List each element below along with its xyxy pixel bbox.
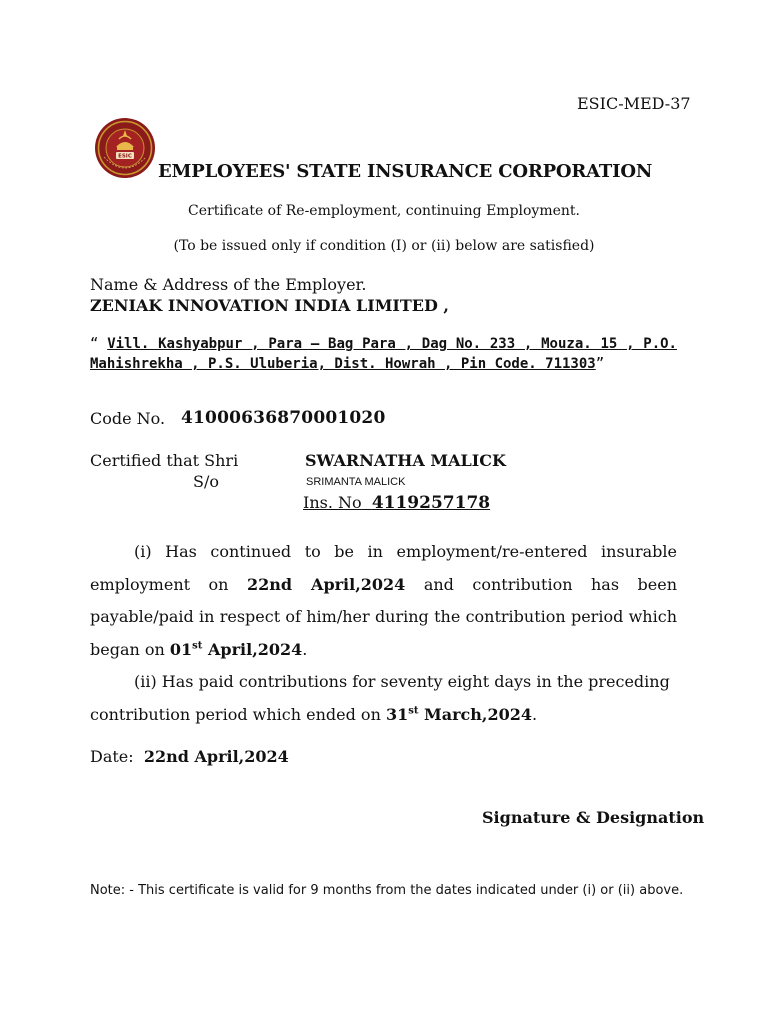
condition-ii-paragraph: (ii) Has paid contributions for seventy eight days in the preceding contribution period which ended on 31st March,2024. <box>90 672 670 724</box>
employee-name: SWARNATHA MALICK <box>305 451 506 470</box>
condition-i-paragraph: (i) Has continued to be in employment/re-entered insurable employment on 22nd April,2024 and contribution has been payable/paid in respect of him/her during the contribution period which began on 01st April,2024. <box>90 542 678 659</box>
emblem-text: ESIC <box>118 153 132 160</box>
employer-address: “ Vill. Kashyabpur , Para – Bag Para , Dag No. 233 , Mouza. 15 , P.O. Mahishrekha , P.S. Uluberia, Dist. Howrah , Pin Code. 711303” <box>90 336 677 372</box>
insurance-number: Ins. No 4119257178 <box>303 493 491 513</box>
father-name: SRIMANTA MALICK <box>306 476 406 488</box>
code-value: 41000636870001020 <box>181 408 386 428</box>
certified-label: Certified that Shri <box>90 451 239 470</box>
validity-note: Note: - This certificate is valid for 9 months from the dates indicated under (i) or (ii) above. <box>90 883 684 898</box>
employer-name: ZENIAK INNOVATION INDIA LIMITED , <box>90 296 449 315</box>
certificate-subtitle: Certificate of Re-employment, continuing Employment. <box>188 203 580 219</box>
son-of-label: S/o <box>193 472 219 491</box>
form-number: ESIC-MED-37 <box>577 94 691 113</box>
period-end-date: 31st March,2024 <box>385 704 533 724</box>
signature-designation: Signature & Designation <box>482 808 705 827</box>
employer-label: Name & Address of the Employer. <box>90 275 367 294</box>
employer-address-text: Vill. Kashyabpur , Para – Bag Para , Dag No. 233 , Mouza. 15 , P.O. Mahishrekha , P.S. Uluberia, Dist. Howrah , Pin Code. 711303 <box>90 336 677 372</box>
code-label: Code No. <box>90 409 166 428</box>
organization-title: EMPLOYEES' STATE INSURANCE CORPORATION <box>158 161 653 182</box>
condition-note: (To be issued only if condition (I) or (ii) below are satisfied) <box>173 238 595 254</box>
issue-date-value: 22nd April,2024 <box>143 747 289 766</box>
esic-emblem-icon <box>94 117 156 179</box>
period-begin-date: 01st April,2024 <box>169 639 303 659</box>
issue-date: Date: 22nd April,2024 <box>90 747 289 766</box>
insurance-number-value: 4119257178 <box>371 493 491 513</box>
employment-date: 22nd April,2024 <box>246 574 406 594</box>
